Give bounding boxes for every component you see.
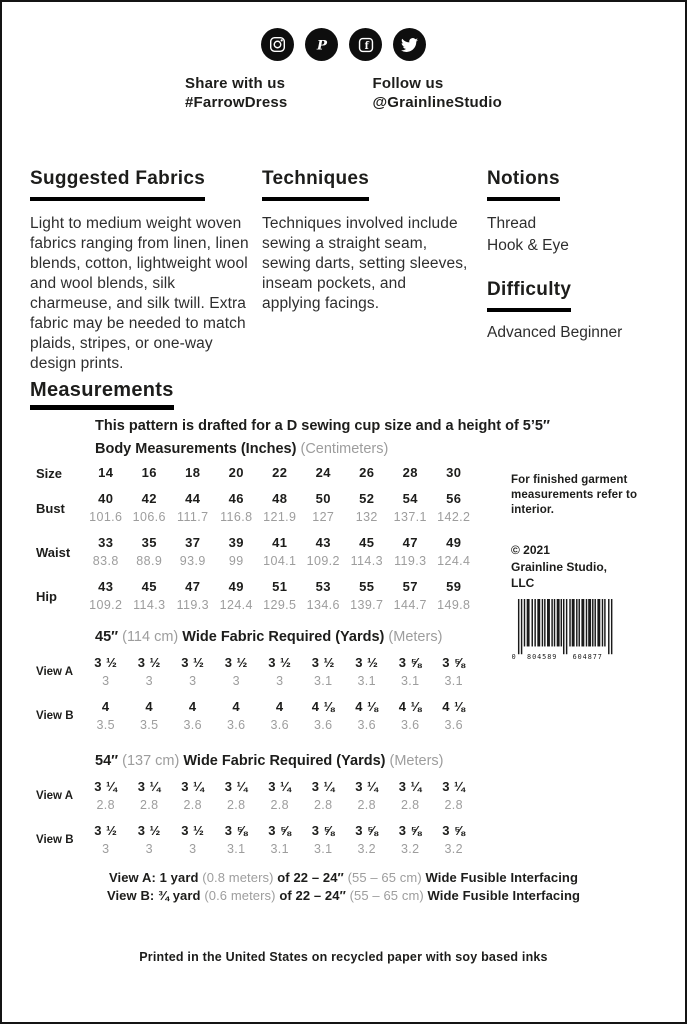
inches-value: 50 [315,491,331,506]
inches-value: 43 [98,579,114,594]
inches-value: 52 [359,491,375,506]
view-b-label: View B [36,834,74,846]
fabric-45-view-b-row [30,699,685,733]
interfacing-view-b [2,887,685,905]
fabric-45-width-cm: (114 cm) [122,629,179,645]
yardage-cell [258,699,302,733]
yardage-cell [84,699,128,733]
drafted-note: This pattern is drafted for a D sewing cup size and a height of 5’5″ [95,418,550,434]
inches-value: 54 [402,491,418,506]
notions-title: Notions [487,168,560,201]
inches-value: 55 [359,579,375,594]
copyright-line: © 2021 [511,543,550,557]
measure-cell [171,535,215,569]
meters-value: 3 [276,674,284,688]
measure-cell [345,491,389,525]
measure-cell [345,579,389,613]
measure-cell [171,491,215,525]
meters-value: 3.5 [96,718,116,732]
yards-value: 3 ⅝ [224,823,248,838]
size-value: 22 [272,465,288,480]
yardage-cell [345,699,389,733]
yards-value: 3 ¼ [224,779,248,794]
yards-value: 3 ½ [355,655,379,670]
yardage-cell [171,823,215,857]
inches-value: 39 [228,535,244,550]
pinterest-icon [305,28,338,61]
meters-value: 3.6 [400,718,420,732]
yardage-cell [302,779,346,813]
share-hashtag: #FarrowDress [185,94,288,111]
interfacing-metric: (55 – 65 cm) [347,870,422,885]
meters-value: 3.6 [183,718,203,732]
meters-value: 3 [189,842,197,856]
yards-value: 4 [275,699,284,714]
size-value: 28 [402,465,418,480]
meters-value: 3 [102,842,110,856]
cm-value: 101.6 [89,510,123,524]
yardage-cell [128,779,172,813]
cm-value: 114.3 [350,554,383,568]
notions-list [487,213,657,257]
suggested-fabrics-body: Light to medium weight woven fabrics ranging from linen, linen blends, cotton, lightweight wool and wool blends, silk charmeuse, and silk twill. Extra fabric may be needed to match plaids, stripes, or one-way design prints. [30,215,249,372]
yardage-cell [84,823,128,857]
cm-value: 124.4 [437,554,471,568]
yards-value: 3 ¼ [181,779,205,794]
twitter-icon [393,28,426,61]
yards-value: 3 ½ [224,655,248,670]
cm-value: 132 [355,510,378,524]
yardage-cell [215,779,259,813]
inches-value: 48 [272,491,288,506]
barcode [511,599,651,666]
measure-cell [128,579,172,613]
yardage-cell [128,655,172,689]
social-header [2,2,685,112]
yardage-cell [215,823,259,857]
meters-value: 3.6 [313,718,333,732]
meters-value: 3.1 [357,674,377,688]
interfacing-view-a [2,869,685,887]
cm-value: 88.9 [136,554,163,568]
measure-cell [215,491,259,525]
cm-value: 149.8 [437,598,471,612]
yards-value: 3 ½ [311,655,335,670]
inches-value: 49 [228,579,244,594]
interfacing-text: Wide Fusible Interfacing [427,887,581,903]
fabric-54-width-cm: (137 cm) [122,753,180,769]
cm-value: 142.2 [437,510,471,524]
yards-value: 4 ⅛ [442,699,466,714]
difficulty-title: Difficulty [487,279,571,312]
meters-value: 3.2 [357,842,377,856]
meters-value: 2.8 [139,798,159,812]
fabric-45-label-meters: (Meters) [388,629,443,645]
suggested-fabrics-title: Suggested Fabrics [30,168,205,201]
interfacing-notes [2,869,685,904]
yards-value: 3 ½ [94,823,118,838]
yards-value: 4 [145,699,154,714]
side-panel [511,473,651,666]
measure-cell [258,491,302,525]
barcode-group-1: 804589 [527,652,558,661]
fabric-54-label-meters: (Meters) [389,753,444,769]
measure-cell [215,535,259,569]
meters-value: 2.8 [183,798,203,812]
inches-value: 35 [141,535,157,550]
inches-value: 53 [315,579,331,594]
measure-cell [389,579,433,613]
info-columns [2,168,685,374]
meters-value: 2.8 [313,798,333,812]
notions-difficulty-section [487,168,657,374]
cm-value: 104.1 [263,554,297,568]
yards-value: 4 ⅛ [355,699,379,714]
meters-value: 3.2 [444,842,464,856]
yardage-cell [389,655,433,689]
yards-value: 3 ¼ [398,779,422,794]
yards-value: 3 ⅝ [355,823,379,838]
yards-value: 4 [232,699,241,714]
measure-cell [84,535,128,569]
social-text [2,74,685,112]
hip-row-label: Hip [36,588,57,604]
cm-value: 111.7 [177,510,209,524]
view-a-label: View A [36,790,74,802]
cm-value: 124.4 [219,598,253,612]
yardage-cell [84,779,128,813]
inches-value: 51 [272,579,288,594]
yardage-cell [345,779,389,813]
yards-value: 3 ⅝ [442,655,466,670]
measure-cell [389,535,433,569]
follow-label: Follow us [372,75,444,92]
size-row-label: Size [36,465,63,481]
size-value: 30 [446,465,462,480]
fabric-45-width: 45″ [95,629,119,645]
yards-value: 3 ½ [94,655,118,670]
meters-value: 3.1 [226,842,246,856]
cm-value: 116.8 [220,510,253,524]
yards-value: 3 ¼ [442,779,466,794]
meters-value: 3.1 [313,842,333,856]
cm-value: 134.6 [306,598,340,612]
copyright-line: LLC [511,576,535,590]
follow-handle: @GrainlineStudio [372,94,502,111]
yardage-cell [432,779,476,813]
inches-value: 45 [359,535,375,550]
inches-value: 40 [98,491,114,506]
meters-value: 3 [145,674,153,688]
meters-value: 2.8 [400,798,420,812]
facebook-icon [349,28,382,61]
yardage-cell [389,823,433,857]
yards-value: 4 ⅛ [311,699,335,714]
follow-block [372,74,502,112]
cm-value: 144.7 [393,598,427,612]
meters-value: 3.6 [444,718,464,732]
meters-value: 3 [189,674,197,688]
cm-value: 114.3 [133,598,166,612]
yardage-cell [258,823,302,857]
yardage-cell [302,655,346,689]
size-value: 24 [315,465,331,480]
measure-cell [215,579,259,613]
cm-value: 137.1 [393,510,427,524]
measure-cell [128,535,172,569]
interfacing-metric: (55 – 65 cm) [349,887,424,903]
size-value: 16 [141,465,157,480]
inches-value: 45 [141,579,157,594]
meters-value: 3.6 [270,718,290,732]
measure-cell [171,579,215,613]
measure-cell [258,535,302,569]
meters-value: 3.6 [226,718,246,732]
yardage-cell [258,655,302,689]
measure-cell [345,535,389,569]
meters-value: 3.2 [400,842,420,856]
copyright-notice [511,542,651,592]
inches-value: 57 [402,579,418,594]
yardage-cell [345,655,389,689]
yards-value: 3 ½ [268,655,292,670]
yards-value: 4 [101,699,110,714]
yardage-cell [345,823,389,857]
meters-value: 2.8 [357,798,377,812]
inches-value: 47 [402,535,418,550]
measure-cell [432,491,476,525]
size-value: 26 [359,465,375,480]
meters-value: 2.8 [226,798,246,812]
meters-value: 3.1 [313,674,333,688]
cm-value: 127 [312,510,335,524]
difficulty-level: Advanced Beginner [487,324,623,341]
yardage-cell [258,779,302,813]
measure-cell [258,579,302,613]
yardage-cell [389,699,433,733]
inches-value: 43 [315,535,331,550]
instagram-icon [261,28,294,61]
meters-value: 3.5 [139,718,159,732]
yardage-cell [215,655,259,689]
yards-value: 3 ½ [181,655,205,670]
inches-value: 59 [446,579,462,594]
view-b-label: View B [36,710,74,722]
techniques-section [262,168,487,374]
yards-value: 4 ⅛ [398,699,422,714]
cm-value: 109.2 [89,598,123,612]
measure-cell [389,491,433,525]
meters-value: 3 [145,842,153,856]
meters-value: 3.1 [444,674,464,688]
meters-value: 3.6 [357,718,377,732]
size-value: 20 [228,465,244,480]
cm-value: 119.3 [176,598,209,612]
measure-cell [128,491,172,525]
inches-value: 46 [228,491,244,506]
yards-value: 4 [188,699,197,714]
techniques-body: Techniques involved include sewing a straight seam, sewing darts, setting sleeves, inseam pockets, and applying facings. [262,215,468,312]
social-icons [2,28,685,61]
inches-value: 49 [446,535,462,550]
cm-value: 109.2 [306,554,340,568]
cm-value: 93.9 [179,554,206,568]
yards-value: 3 ½ [137,823,161,838]
meters-value: 3.1 [400,674,420,688]
yards-value: 3 ⅝ [398,655,422,670]
meters-value: 3.1 [270,842,290,856]
share-block [185,74,287,112]
svg-text:f: f [364,40,369,52]
inches-value: 33 [98,535,114,550]
yards-value: 3 ¼ [355,779,379,794]
body-measurements-heading-sub: (Centimeters) [300,441,389,457]
yardage-cell [128,823,172,857]
meters-value: 2.8 [96,798,116,812]
meters-value: 2.8 [270,798,290,812]
yards-value: 3 ¼ [311,779,335,794]
cm-value: 129.5 [263,598,297,612]
inches-value: 42 [141,491,157,506]
fabric-54-width: 54″ [95,753,119,769]
interfacing-metric: (0.6 meters) [204,887,276,903]
cm-value: 106.6 [132,510,166,524]
yardage-cell [302,699,346,733]
yardage-cell [432,823,476,857]
yardage-cell [84,655,128,689]
interfacing-text: of 22 – 24″ [277,870,344,885]
finished-garment-note: For finished garment measurements refer to interior. [511,474,638,516]
yardage-cell [171,699,215,733]
svg-text:P: P [316,37,327,54]
interfacing-text: Wide Fusible Interfacing [425,870,579,885]
yardage-cell [128,699,172,733]
interfacing-text: of 22 – 24″ [279,887,346,903]
cm-value: 139.7 [350,598,384,612]
yards-value: 3 ⅝ [311,823,335,838]
inches-value: 44 [185,491,201,506]
measure-cell [302,535,346,569]
inches-value: 47 [185,579,201,594]
footer-printed-note: Printed in the United States on recycled paper with soy based inks [139,950,548,964]
copyright-line: Grainline Studio, [511,559,608,574]
suggested-fabrics-section [30,168,262,374]
yardage-cell [171,779,215,813]
size-value: 14 [98,465,114,480]
cm-value: 83.8 [92,554,119,568]
yardage-cell [432,699,476,733]
fabric-54-label: Wide Fabric Required (Yards) [183,753,386,769]
meters-value: 2.8 [444,798,464,812]
fabric-54-heading [95,753,685,769]
yards-value: 3 ¼ [268,779,292,794]
meters-value: 3 [232,674,240,688]
cm-value: 99 [228,554,244,568]
yardage-cell [302,823,346,857]
measure-cell [302,491,346,525]
view-a-label: View A [36,666,74,678]
notion-item: Hook & Eye [487,237,569,254]
interfacing-text: View B: ¾ yard [106,887,201,903]
share-label: Share with us [185,75,286,92]
measure-cell [84,491,128,525]
barcode-graphic [511,599,615,661]
fabric-54-view-b-row [30,823,685,857]
bust-row-label: Bust [36,500,65,516]
yardage-cell [171,655,215,689]
fabric-45-label: Wide Fabric Required (Yards) [182,629,385,645]
yardage-cell [215,699,259,733]
measure-cell [302,579,346,613]
interfacing-text: View A: 1 yard [108,870,199,885]
body-measurements-heading-main: Body Measurements (Inches) [95,441,297,457]
inches-value: 56 [446,491,462,506]
yards-value: 3 ¼ [137,779,161,794]
yards-value: 3 ½ [137,655,161,670]
meters-value: 3 [102,674,110,688]
interfacing-metric: (0.8 meters) [202,870,274,885]
cm-value: 121.9 [263,510,297,524]
yardage-cell [389,779,433,813]
yards-value: 3 ⅝ [268,823,292,838]
measure-cell [84,579,128,613]
fabric-54-view-a-row [30,779,685,813]
barcode-group-2: 604877 [572,652,603,661]
techniques-title: Techniques [262,168,369,201]
notion-item: Thread [487,215,537,232]
yards-value: 3 ½ [181,823,205,838]
waist-row-label: Waist [36,544,71,560]
measure-cell [432,535,476,569]
measurements-title: Measurements [30,380,174,410]
yards-value: 3 ⅝ [442,823,466,838]
barcode-lead-digit: 0 [511,652,516,661]
inches-value: 41 [272,535,288,550]
size-value: 18 [185,465,201,480]
measure-cell [432,579,476,613]
yardage-cell [432,655,476,689]
body-measurements-heading [95,441,685,457]
yards-value: 3 ⅝ [398,823,422,838]
cm-value: 119.3 [394,554,427,568]
yards-value: 3 ¼ [94,779,118,794]
inches-value: 37 [185,535,201,550]
